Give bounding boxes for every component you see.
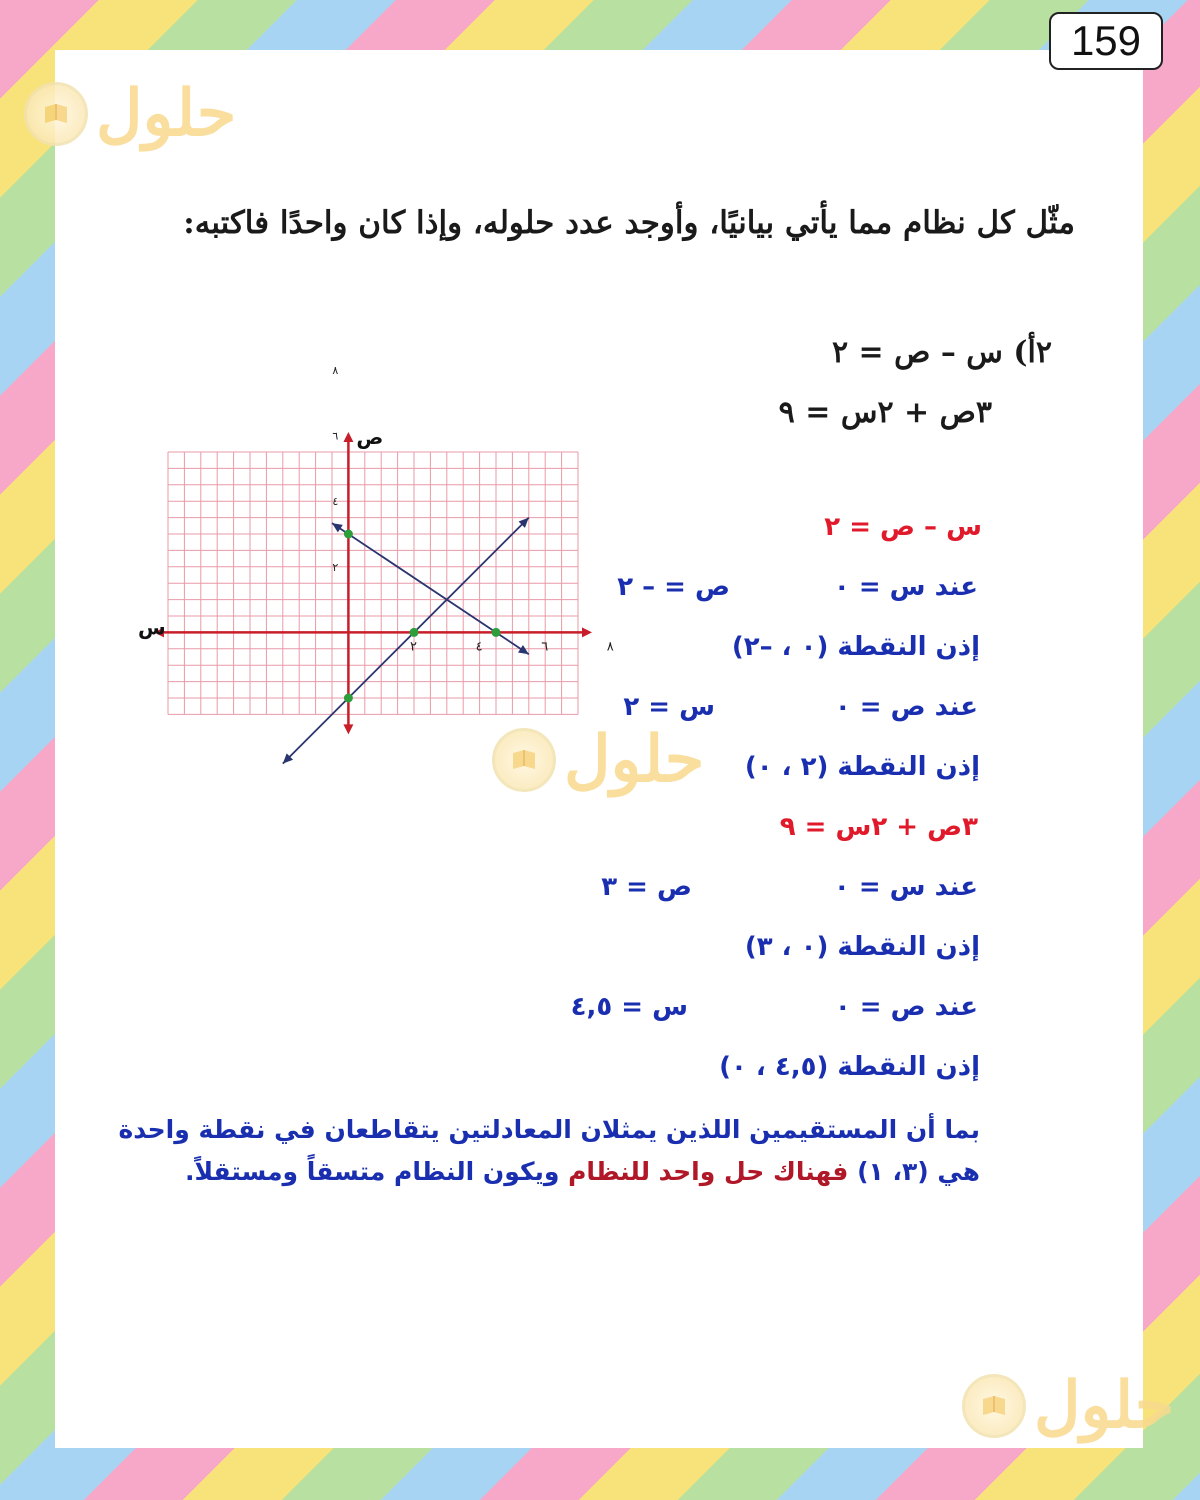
line-eq1	[283, 518, 529, 764]
y-axis-arrow-icon	[343, 724, 353, 734]
conclusion-consistent: ويكون النظام متسقاً ومستقلاً.	[184, 1157, 569, 1186]
eq2-x-value: س = ٤,٥	[570, 992, 688, 1022]
eq1-when-x0: عند س = ٠	[833, 572, 978, 602]
line-arrow-icon	[332, 523, 343, 532]
eq1-header: س – ص = ٢	[824, 512, 982, 542]
x-tick-label: ٢	[410, 639, 417, 655]
x-axis-label: س	[138, 615, 166, 640]
y-tick-label: ٤	[332, 495, 339, 509]
instruction-text: مثّل كل نظام مما يأتي بيانيًا، وأوجد عدد حلوله، وإذا كان واحدًا فاكتبه:	[183, 205, 1075, 241]
x-axis-arrow-icon	[582, 627, 592, 637]
conclusion-line-2	[185, 1157, 980, 1186]
line-arrow-icon	[518, 645, 529, 654]
y-axis-label: ص	[356, 425, 384, 449]
y-tick-label: ٨	[332, 364, 339, 377]
eq1-point1: إذن النقطة (٠ ، –٢)	[731, 632, 980, 662]
eq2-when-x0: عند س = ٠	[833, 872, 978, 902]
conclusion-one-solution: فهناك حل واحد للنظام	[568, 1157, 858, 1186]
eq1-y-value: ص = – ٢	[617, 572, 730, 602]
problem-eq1: س – ص = ٢	[831, 335, 1003, 370]
problem-line-1	[832, 335, 1052, 370]
point-marker	[344, 530, 353, 539]
conclusion-point: هي (٣، ١)	[857, 1157, 980, 1186]
y-tick-label: ٢	[332, 560, 339, 574]
problem-eq2: ٣ص + ٢س = ٩	[778, 395, 992, 430]
page-number: 159	[1049, 12, 1163, 70]
point-marker	[410, 628, 419, 637]
coordinate-graph	[130, 364, 614, 740]
grid-lines	[168, 452, 578, 714]
x-tick-label: ٨	[606, 639, 614, 655]
book-seal-icon	[962, 1374, 1026, 1438]
watermark-word: حلول	[1034, 1368, 1175, 1443]
watermark-word: حلول	[564, 722, 705, 797]
x-tick-label: ٤	[475, 639, 483, 655]
watermark-top	[24, 76, 236, 151]
x-tick-label: ٦	[541, 639, 549, 655]
conclusion-line-1: بما أن المستقيمين اللذين يمثلان المعادلتين يتقاطعان في نقطة واحدة	[118, 1115, 980, 1144]
book-seal-icon	[24, 82, 88, 146]
point-marker	[344, 694, 353, 703]
watermark-word: حلول	[96, 76, 237, 151]
problem-label: ٢أ)	[1013, 335, 1052, 370]
eq2-y-value: ص = ٣	[601, 872, 692, 902]
y-tick-label: ٦	[332, 429, 339, 443]
eq2-point1: إذن النقطة (٠ ، ٣)	[744, 932, 980, 962]
eq2-header: ٣ص + ٢س = ٩	[779, 812, 978, 842]
y-axis-arrow-icon	[343, 432, 353, 442]
eq1-point2: إذن النقطة (٢ ، ٠)	[744, 752, 980, 782]
eq2-point2: إذن النقطة (٤,٥ ، ٠)	[719, 1052, 980, 1082]
eq1-x-value: س = ٢	[623, 692, 715, 722]
eq1-when-y0: عند ص = ٠	[834, 692, 978, 722]
point-marker	[492, 628, 501, 637]
watermark-bottom	[962, 1368, 1174, 1443]
eq2-when-y0: عند ص = ٠	[834, 992, 978, 1022]
